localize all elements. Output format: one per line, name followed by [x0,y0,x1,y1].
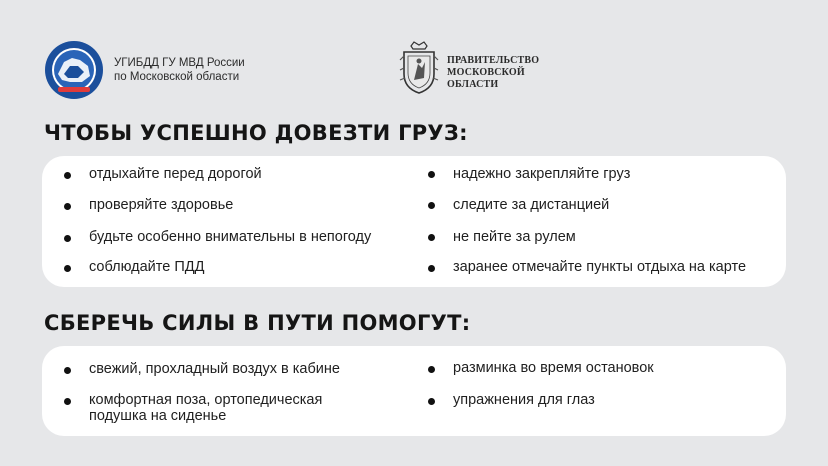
cargo-tips-card [42,156,786,287]
strength-tip-right-2: упражнения для глаз [453,392,595,408]
bullet-dot-icon [428,202,435,209]
bullet-dot-icon [64,235,71,242]
coat-of-arms-icon [398,40,440,96]
bullet-dot-icon [428,234,435,241]
strength-tip-right-1: разминка во время остановок [453,360,654,376]
section-title-strength: СБЕРЕЧЬ СИЛЫ В ПУТИ ПОМОГУТ: [44,311,471,335]
gibdd-caption [114,56,245,84]
cargo-tip-left-1: отдыхайте перед дорогой [89,166,262,182]
cargo-tip-left-3: будьте особенно внимательны в непогоду [89,229,372,245]
bullet-dot-icon [428,398,435,405]
bullet-dot-icon [428,366,435,373]
cargo-tip-right-4: заранее отмечайте пункты отдыха на карте [453,259,747,275]
strength-tips-card [42,346,786,436]
bullet-dot-icon [64,172,71,179]
cargo-tip-left-2: проверяйте здоровье [89,197,234,213]
section-title-cargo: ЧТОБЫ УСПЕШНО ДОВЕЗТИ ГРУЗ: [44,121,468,145]
government-line-1: ПРАВИТЕЛЬСТВО [447,55,540,66]
bullet-dot-icon [64,398,71,405]
government-line-2: МОСКОВСКОЙ [447,67,525,78]
cargo-tip-right-1: надежно закрепляйте груз [453,166,631,182]
strength-tip-left-1: свежий, прохладный воздух в кабине [89,361,340,377]
strength-tip-left-2: комфортная поза, ортопедическая [89,392,323,408]
gibdd-line-1: УГИБДД ГУ МВД России [114,57,245,69]
bullet-dot-icon [64,265,71,272]
bullet-dot-icon [64,203,71,210]
header [0,0,828,110]
strength-tip-left-2-cont: подушка на сиденье [89,408,227,424]
cargo-tip-right-2: следите за дистанцией [453,197,610,213]
cargo-tip-left-4: соблюдайте ПДД [89,259,205,275]
bullet-dot-icon [428,171,435,178]
bullet-dot-icon [64,367,71,374]
bullet-dot-icon [428,265,435,272]
gibdd-line-2: по Московской области [114,71,240,83]
gibdd-logo-icon [44,40,104,100]
cargo-tip-right-3: не пейте за рулем [453,229,576,245]
government-line-3: ОБЛАСТИ [447,79,499,90]
government-caption [447,55,539,91]
